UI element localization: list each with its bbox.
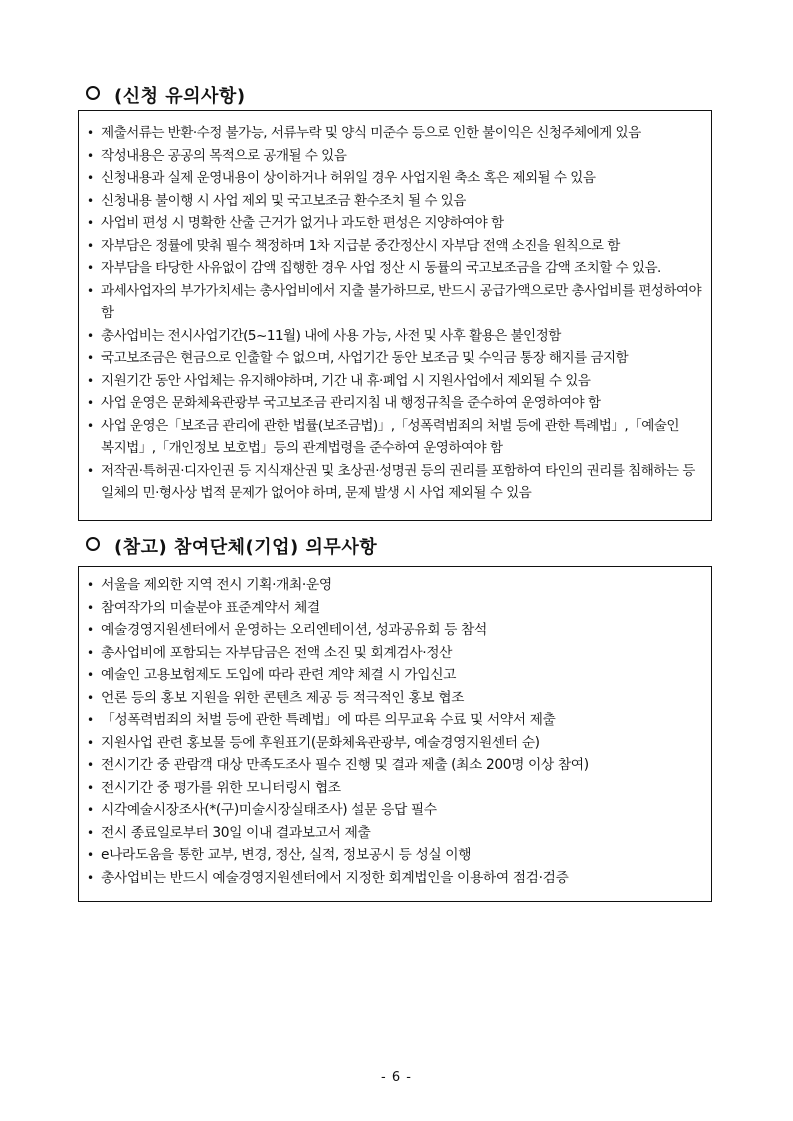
list-item-text: 총사업비는 반드시 예술경영지원센터에서 지정한 회계법인을 이용하여 점검·검증 [101, 869, 569, 886]
list-item-text: 사업 운영은 문화체육관광부 국고보조금 관리지침 내 행정규칙을 준수하여 운영하여야 함 [101, 395, 601, 411]
list-item-text: 예술경영지원센터에서 운영하는 오리엔테이션, 성과공유회 등 참석 [101, 622, 487, 638]
list-item-text: 신청내용 불이행 시 사업 제외 및 국고보조금 환수조치 될 수 있음 [101, 192, 466, 209]
bullet-icon: • [87, 238, 94, 253]
list-item [87, 235, 705, 258]
list-item-text: 자부담은 정률에 맞춰 필수 책정하며 1차 지급분 중간정산시 자부담 전액 소진을 원칙으로 함 [101, 237, 620, 254]
list-item-text: 시각예술시장조사(*(구)미술시장실태조사) 설문 응답 필수 [101, 802, 437, 818]
list-item-text: 지원사업 관련 홍보물 등에 후원표기(문화체육관광부, 예술경영지원센터 순) [101, 734, 540, 751]
list-item [87, 867, 705, 890]
bullet-icon: • [87, 373, 94, 388]
list-item [87, 709, 705, 732]
list-item-text: e나라도움을 통한 교부, 변경, 정산, 실적, 정보공시 등 성실 이행 [101, 847, 472, 863]
list-item [87, 190, 705, 213]
list-item-text: 전시 종료일로부터 30일 이내 결과보고서 제출 [101, 824, 371, 841]
bullet-icon: • [87, 713, 94, 727]
bullet-icon: • [87, 148, 94, 163]
list-item [87, 370, 705, 393]
bullet-icon: • [87, 870, 94, 885]
list-item [87, 392, 705, 415]
section2-list [87, 574, 705, 889]
list-item [87, 280, 705, 325]
section2-title: (참고) 참여단체(기업) 의무사항 [114, 537, 378, 558]
list-item [87, 212, 705, 235]
list-item [87, 754, 705, 777]
section1-heading [86, 82, 246, 108]
section1-title: (신청 유의사항) [114, 86, 246, 107]
list-item-text: 사업비 편성 시 명확한 산출 근거가 없거나 과도한 편성은 지양하여야 함 [101, 215, 504, 231]
list-item [87, 460, 705, 505]
bullet-icon: • [87, 578, 94, 592]
bullet-icon: • [87, 758, 94, 772]
circle-marker-icon [86, 86, 100, 100]
bullet-icon: • [87, 848, 94, 862]
bullet-icon: • [87, 193, 94, 208]
list-item-text: 지원기간 동안 사업체는 유지해야하며, 기간 내 휴·폐업 시 지원사업에서 제외될 수 있음 [101, 372, 591, 389]
bullet-icon: • [87, 126, 94, 140]
bullet-icon: • [87, 463, 94, 478]
list-item [87, 122, 705, 145]
bullet-icon: • [87, 328, 94, 343]
section1-box [78, 110, 712, 521]
bullet-icon: • [87, 171, 94, 185]
list-item-text: 작성내용은 공공의 목적으로 공개될 수 있음 [101, 147, 347, 164]
list-item-text: 「성폭력범죄의 처벌 등에 관한 특례법」에 따른 의무교육 수료 및 서약서 제출 [101, 712, 556, 728]
list-item [87, 732, 705, 755]
bullet-icon: • [87, 283, 94, 298]
list-item [87, 167, 705, 190]
list-item [87, 325, 705, 348]
list-item [87, 844, 705, 867]
list-item [87, 687, 705, 710]
list-item-text: 신청내용과 실제 운영내용이 상이하거나 허위일 경우 사업지원 축소 혹은 제외될 수 있음 [101, 170, 596, 186]
list-item-text: 제출서류는 반환·수정 불가능, 서류누락 및 양식 미준수 등으로 인한 불이익은 신청주체에게 있음 [101, 125, 641, 141]
list-item-text: 전시기간 중 관람객 대상 만족도조사 필수 진행 및 결과 제출 (최소 200명 이상 참여) [101, 757, 589, 773]
bullet-icon: • [87, 645, 94, 660]
bullet-icon: • [87, 418, 94, 433]
list-item [87, 415, 705, 460]
list-item [87, 799, 705, 822]
circle-marker-icon [86, 537, 100, 551]
list-item-text: 과세사업자의 부가가치세는 총사업비에서 지출 불가하므로, 반드시 공급가액으로만 총사업비를 편성하여야 함 [101, 282, 702, 321]
bullet-icon: • [87, 668, 94, 682]
list-item-text: 사업 운영은「보조금 관리에 관한 법률(보조금법)」,「성폭력범죄의 처벌 등에 관한 특례법」,「예술인 복지법」,「개인정보 보호법」등의 관계법령을 준수하여 운영하여야 함 [101, 417, 679, 456]
bullet-icon: • [87, 623, 94, 637]
list-item-text: 전시기간 중 평가를 위한 모니터링시 협조 [101, 779, 341, 796]
bullet-icon: • [87, 803, 94, 817]
list-item-text: 자부담을 타당한 사유없이 감액 집행한 경우 사업 정산 시 동률의 국고보조금을 감액 조치할 수 있음. [101, 260, 661, 276]
list-item [87, 347, 705, 370]
section2-box [78, 566, 712, 902]
list-item [87, 145, 705, 168]
list-item-text: 저작권·특허권·디자인권 등 지식재산권 및 초상권·성명권 등의 권리를 포함하여 타인의 권리를 침해하는 등 일체의 민·형사상 법적 문제가 없어야 하며, 문제 발생 시 사업 제외될 수 있음 [101, 462, 695, 501]
list-item [87, 574, 705, 597]
list-item [87, 619, 705, 642]
bullet-icon: • [87, 825, 94, 840]
list-item [87, 822, 705, 845]
bullet-icon: • [87, 216, 94, 230]
section2-heading [86, 533, 377, 559]
bullet-icon: • [87, 690, 94, 705]
bullet-icon: • [87, 351, 94, 365]
list-item-text: 서울을 제외한 지역 전시 기획·개최·운영 [101, 577, 332, 593]
list-item [87, 597, 705, 620]
page-number: - 6 - [381, 1070, 412, 1085]
bullet-icon: • [87, 780, 94, 795]
list-item-text: 언론 등의 홍보 지원을 위한 콘텐츠 제공 등 적극적인 홍보 협조 [101, 689, 465, 706]
bullet-icon: • [87, 396, 94, 410]
list-item-text: 총사업비에 포함되는 자부담금은 전액 소진 및 회계검사·정산 [101, 644, 453, 661]
section1-list [87, 122, 705, 505]
list-item [87, 777, 705, 800]
list-item-text: 예술인 고용보험제도 도입에 따라 관련 계약 체결 시 가입신고 [101, 667, 457, 683]
bullet-icon: • [87, 261, 94, 275]
list-item [87, 664, 705, 687]
bullet-icon: • [87, 735, 94, 750]
bullet-icon: • [87, 600, 94, 615]
list-item [87, 257, 705, 280]
list-item-text: 참여작가의 미술분야 표준계약서 체결 [101, 599, 320, 616]
list-item [87, 642, 705, 665]
list-item-text: 국고보조금은 현금으로 인출할 수 없으며, 사업기간 동안 보조금 및 수익금 통장 해지를 금지함 [101, 350, 629, 366]
list-item-text: 총사업비는 전시사업기간(5~11월) 내에 사용 가능, 사전 및 사후 활용은 불인정함 [101, 327, 561, 344]
